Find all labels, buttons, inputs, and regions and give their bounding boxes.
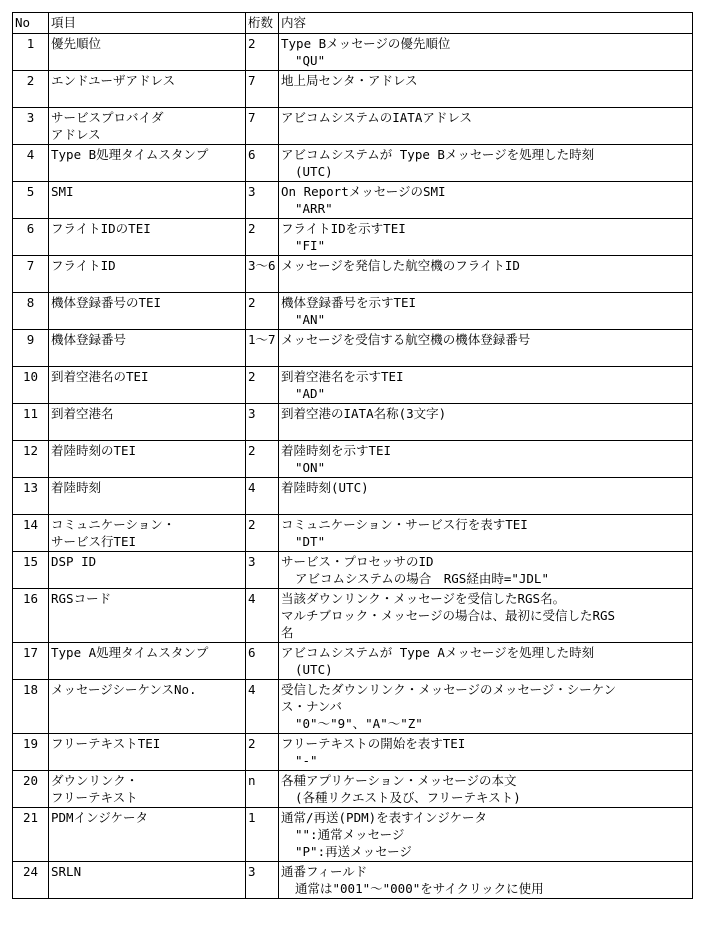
table-row (13, 515, 693, 552)
table-row (13, 862, 693, 899)
content-line: アビコムシステムの場合 RGS経由時="JDL" (295, 571, 549, 586)
item-line: アドレス (51, 127, 101, 142)
header-no: No (13, 13, 49, 34)
row-digits: 3 (246, 862, 279, 899)
row-digits: 2 (246, 367, 279, 404)
row-digits: 7 (246, 71, 279, 108)
row-digits: 3 (246, 182, 279, 219)
row-item (49, 293, 246, 330)
row-digits: 2 (246, 441, 279, 478)
row-content (279, 441, 693, 478)
row-item (49, 680, 246, 734)
content-line: On ReportメッセージのSMI (281, 184, 446, 199)
row-content (279, 862, 693, 899)
content-line: (各種リクエスト及び、フリーテキスト) (295, 790, 521, 805)
table-row (13, 145, 693, 182)
content-line: 着陸時刻(UTC) (281, 480, 369, 495)
item-line: Type A処理タイムスタンプ (51, 645, 209, 660)
content-line: (UTC) (295, 164, 333, 179)
row-no: 12 (13, 441, 49, 478)
content-line: 到着空港のIATA名称(3文字) (281, 406, 447, 421)
row-digits: 2 (246, 515, 279, 552)
item-line: サービスプロバイダ (51, 110, 164, 125)
row-digits: 2 (246, 219, 279, 256)
content-line: "FI" (295, 238, 326, 253)
item-line: DSP ID (51, 554, 97, 569)
row-no: 18 (13, 680, 49, 734)
content-line: "QU" (295, 53, 326, 68)
content-line: "0"～"9"、"A"～"Z" (295, 716, 423, 731)
content-line: "":通常メッセージ (295, 827, 405, 842)
row-no: 8 (13, 293, 49, 330)
spec-table (12, 12, 693, 899)
content-line: メッセージを受信する航空機の機体登録番号 (281, 332, 531, 347)
content-line: 名 (281, 625, 294, 640)
content-line: 機体登録番号を示すTEI (281, 295, 417, 310)
content-line: "AN" (295, 312, 326, 327)
content-line: 到着空港名を示すTEI (281, 369, 404, 384)
item-line: 機体登録番号 (51, 332, 127, 347)
row-no: 13 (13, 478, 49, 515)
content-line: "ON" (295, 460, 326, 475)
row-content (279, 34, 693, 71)
row-content (279, 734, 693, 771)
row-item (49, 108, 246, 145)
content-line: 受信したダウンリンク・メッセージのメッセージ・シーケン (281, 682, 617, 697)
row-item (49, 219, 246, 256)
content-line: 地上局センタ・アドレス (281, 73, 418, 88)
table-row (13, 680, 693, 734)
table-row (13, 808, 693, 862)
row-content (279, 182, 693, 219)
row-item (49, 404, 246, 441)
content-line: 通番フィールド (281, 864, 368, 879)
row-digits: 1 (246, 808, 279, 862)
row-content (279, 643, 693, 680)
content-line: "DT" (295, 534, 326, 549)
item-line: 到着空港名 (51, 406, 114, 421)
row-no: 16 (13, 589, 49, 643)
row-digits: 2 (246, 293, 279, 330)
row-content (279, 552, 693, 589)
content-line: ス・ナンバ (281, 699, 343, 714)
row-digits: 1～7 (246, 330, 279, 367)
content-line: メッセージを発信した航空機のフライトID (281, 258, 520, 273)
row-item (49, 515, 246, 552)
table-row (13, 367, 693, 404)
row-no: 14 (13, 515, 49, 552)
row-content (279, 256, 693, 293)
table-row (13, 219, 693, 256)
row-item (49, 34, 246, 71)
row-no: 2 (13, 71, 49, 108)
content-line: フリーテキストの開始を表すTEI (281, 736, 466, 751)
row-no: 17 (13, 643, 49, 680)
row-no: 5 (13, 182, 49, 219)
item-line: 着陸時刻 (51, 480, 102, 495)
row-no: 6 (13, 219, 49, 256)
row-no: 21 (13, 808, 49, 862)
row-item (49, 589, 246, 643)
row-digits: 3～6 (246, 256, 279, 293)
row-digits: 4 (246, 478, 279, 515)
row-digits: 4 (246, 589, 279, 643)
row-digits: 3 (246, 552, 279, 589)
item-line: フリーテキストTEI (51, 736, 161, 751)
row-item (49, 771, 246, 808)
row-digits: 2 (246, 34, 279, 71)
table-row (13, 330, 693, 367)
row-item (49, 145, 246, 182)
row-no: 4 (13, 145, 49, 182)
row-no: 10 (13, 367, 49, 404)
content-line: (UTC) (295, 662, 333, 677)
table-row (13, 734, 693, 771)
row-item (49, 182, 246, 219)
table-row (13, 34, 693, 71)
table-row (13, 293, 693, 330)
row-item (49, 734, 246, 771)
item-line: 機体登録番号のTEI (51, 295, 162, 310)
row-item (49, 330, 246, 367)
content-line: "P":再送メッセージ (295, 844, 412, 859)
row-no: 20 (13, 771, 49, 808)
row-content (279, 108, 693, 145)
item-line: エンドユーザアドレス (51, 73, 176, 88)
row-content (279, 367, 693, 404)
table-row (13, 441, 693, 478)
item-line: 優先順位 (51, 36, 102, 51)
content-line: 当該ダウンリンク・メッセージを受信したRGS名。 (281, 591, 566, 606)
row-digits: 4 (246, 680, 279, 734)
row-content (279, 71, 693, 108)
row-item (49, 862, 246, 899)
content-line: コミュニケーション・サービス行を表すTEI (281, 517, 528, 532)
content-line: フライトIDを示すTEI (281, 221, 406, 236)
row-no: 24 (13, 862, 49, 899)
row-content (279, 680, 693, 734)
table-body (13, 34, 693, 899)
row-content (279, 404, 693, 441)
row-no: 19 (13, 734, 49, 771)
item-line: 着陸時刻のTEI (51, 443, 137, 458)
content-line: アビコムシステムが Type Aメッセージを処理した時刻 (281, 645, 595, 660)
item-line: サービス行TEI (51, 534, 137, 549)
table-row (13, 256, 693, 293)
row-content (279, 589, 693, 643)
row-content (279, 293, 693, 330)
item-line: ダウンリンク・ (51, 773, 139, 788)
row-no: 1 (13, 34, 49, 71)
table-row (13, 108, 693, 145)
item-line: SRLN (51, 864, 82, 879)
content-line: サービス・プロセッサのID (281, 554, 434, 569)
table-row (13, 643, 693, 680)
content-line: 通常/再送(PDM)を表すインジケータ (281, 810, 487, 825)
row-item (49, 71, 246, 108)
header-item: 項目 (49, 13, 246, 34)
content-line: アビコムシステムが Type Bメッセージを処理した時刻 (281, 147, 595, 162)
content-line: "ARR" (295, 201, 333, 216)
row-content (279, 808, 693, 862)
row-no: 15 (13, 552, 49, 589)
row-content (279, 515, 693, 552)
header-content: 内容 (279, 13, 693, 34)
item-line: メッセージシーケンスNo. (51, 682, 197, 697)
table-row (13, 404, 693, 441)
row-item (49, 441, 246, 478)
table-row (13, 589, 693, 643)
item-line: フライトID (51, 258, 116, 273)
item-line: SMI (51, 184, 74, 199)
row-content (279, 330, 693, 367)
table-row (13, 182, 693, 219)
table-row (13, 71, 693, 108)
content-line: "AD" (295, 386, 326, 401)
row-item (49, 367, 246, 404)
row-no: 9 (13, 330, 49, 367)
row-no: 7 (13, 256, 49, 293)
content-line: アビコムシステムのIATAアドレス (281, 110, 472, 125)
row-digits: 3 (246, 404, 279, 441)
item-line: Type B処理タイムスタンプ (51, 147, 209, 162)
row-item (49, 808, 246, 862)
row-no: 3 (13, 108, 49, 145)
header-digits: 桁数 (246, 13, 279, 34)
row-item (49, 552, 246, 589)
row-digits: 6 (246, 145, 279, 182)
row-digits: n (246, 771, 279, 808)
row-digits: 2 (246, 734, 279, 771)
row-digits: 7 (246, 108, 279, 145)
content-line: Type Bメッセージの優先順位 (281, 36, 451, 51)
item-line: PDMインジケータ (51, 810, 149, 825)
item-line: RGSコード (51, 591, 112, 606)
item-line: 到着空港名のTEI (51, 369, 149, 384)
table-row (13, 478, 693, 515)
content-line: 通常は"001"～"000"をサイクリックに使用 (295, 881, 544, 896)
row-item (49, 256, 246, 293)
content-line: "-" (295, 753, 318, 768)
header-row (13, 13, 693, 34)
table-row (13, 552, 693, 589)
row-no: 11 (13, 404, 49, 441)
row-content (279, 219, 693, 256)
row-content (279, 771, 693, 808)
item-line: フライトIDのTEI (51, 221, 151, 236)
row-content (279, 145, 693, 182)
row-item (49, 643, 246, 680)
content-line: 着陸時刻を示すTEI (281, 443, 392, 458)
table-row (13, 771, 693, 808)
content-line: マルチブロック・メッセージの場合は、最初に受信したRGS (281, 608, 616, 623)
row-item (49, 478, 246, 515)
content-line: 各種アプリケーション・メッセージの本文 (281, 773, 517, 788)
row-content (279, 478, 693, 515)
item-line: フリーテキスト (51, 790, 138, 805)
item-line: コミュニケーション・ (51, 517, 176, 532)
row-digits: 6 (246, 643, 279, 680)
